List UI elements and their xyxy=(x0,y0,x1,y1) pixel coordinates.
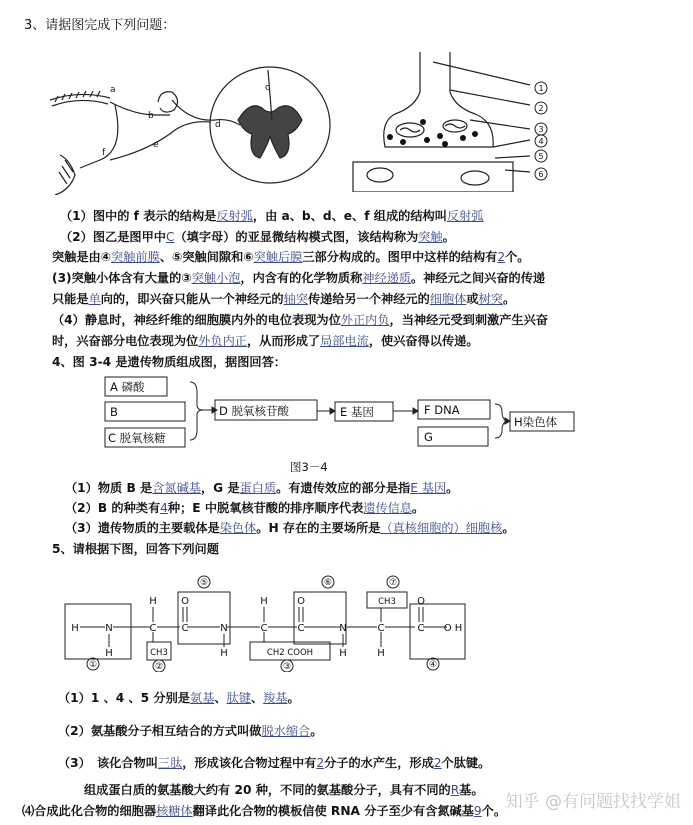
atom-c2: C xyxy=(181,623,189,634)
fig-b-label-4: 4 xyxy=(538,137,544,146)
q3-line-7: 时，兴奋部分电位表现为位外负内正，从而形成了局部电流，使兴奋得以传递。 xyxy=(52,334,479,348)
q4-line-1: （1）物质 B 是含氮碱基，G 是蛋白质。有遗传效应的部分是指E 基因。 xyxy=(65,481,459,495)
box-e: E 基因 xyxy=(340,405,374,419)
q5-line-1: （1）1 、4 、5 分别是氨基、肽键、羧基。 xyxy=(58,691,300,705)
atom-h6: H xyxy=(339,648,347,659)
q5-line-4: 组成蛋白质的氨基酸大约有 20 种，不同的氨基酸分子，具有不同的R基。 xyxy=(84,783,484,797)
atom-h4: H xyxy=(220,648,228,659)
box-b: B xyxy=(110,405,118,419)
fig-b-label-5: 5 xyxy=(538,152,544,161)
fig-a-label-b: b xyxy=(148,111,154,121)
atom-h3: H xyxy=(149,596,157,607)
box-f: F DNA xyxy=(424,403,460,417)
fig-b-label-3: 3 xyxy=(538,125,544,134)
atom-c6: C xyxy=(417,623,425,634)
atom-o3: O xyxy=(417,596,425,607)
atom-n1: N xyxy=(105,623,113,634)
atom-h2: H xyxy=(105,648,113,659)
group-ch3-1: CH3 xyxy=(150,648,168,658)
q3-line-6: （4）静息时，神经纤维的细胞膜内外的电位表现为位外正内负，当神经元受到刺激产生兴奋 xyxy=(52,313,548,327)
atom-c5: C xyxy=(377,623,385,634)
atom-h1: H xyxy=(71,623,79,634)
circle-label-2: ② xyxy=(154,662,164,672)
group-ch2cooh: CH2 COOH xyxy=(266,648,314,658)
circle-label-1: ① xyxy=(88,660,98,670)
fig-b-label-1: 1 xyxy=(538,84,544,93)
atom-n3: N xyxy=(339,623,347,634)
atom-o1: O xyxy=(181,596,189,607)
q4-line-2: （2）B 的种类有4种；E 中脱氧核苷酸的排序顺序代表遗传信息。 xyxy=(65,501,425,515)
genetic-material-diagram xyxy=(100,372,610,467)
circle-label-3: ③ xyxy=(282,662,292,672)
q5-title: 5、请根据下图，回答下列问题 xyxy=(52,542,219,556)
circle-label-7: ⑦ xyxy=(388,578,398,588)
atom-c1: C xyxy=(149,623,157,634)
q4-line-3: （3）遗传物质的主要载体是染色体。H 存在的主要场所是（真核细胞的）细胞核。 xyxy=(65,521,515,535)
watermark: 知乎 @有问题找找学姐 xyxy=(505,792,681,812)
fig-a-label-a: a xyxy=(110,85,116,95)
atom-h5: H xyxy=(260,596,268,607)
box-g: G xyxy=(424,430,433,444)
group-oh: O H xyxy=(443,623,463,634)
box-a: A 磷酸 xyxy=(110,380,145,394)
q4-title: 4、图 3-4 是遗传物质组成图，据图回答： xyxy=(52,355,286,369)
synapse-figure xyxy=(345,52,565,192)
fig-b-label-2: 2 xyxy=(538,104,544,113)
atom-c4: C xyxy=(297,623,305,634)
tripeptide-structure xyxy=(55,572,475,672)
group-ch3-2: CH3 xyxy=(378,597,396,607)
q5-line-3: （3） 该化合物叫三肽，形成该化合物过程中有2分子的水产生，形成2个肽键。 xyxy=(58,756,491,770)
fig-a-label-c: c xyxy=(265,83,270,93)
fig-caption: 图3－4 xyxy=(290,460,328,474)
box-h: H染色体 xyxy=(514,415,558,429)
q3-line-3: 突触是由④突触前膜、⑤突触间隙和⑥突触后膜三部分构成的。图甲中这样的结构有2个。 xyxy=(52,250,530,264)
fig-a-label-d: d xyxy=(215,120,221,130)
fig-b-label-6: 6 xyxy=(538,170,544,179)
atom-n2: N xyxy=(220,623,228,634)
reflex-arc-figure xyxy=(40,60,340,195)
atom-h7: H xyxy=(377,648,385,659)
q3-title: 3、请据图完成下列问题： xyxy=(24,18,176,33)
circle-label-6: ⑥ xyxy=(323,578,333,588)
fig-a-label-f: f xyxy=(102,148,106,158)
box-d: D 脱氧核苷酸 xyxy=(219,404,290,418)
circle-label-5: ⑤ xyxy=(199,578,209,588)
atom-o2: O xyxy=(297,596,305,607)
q3-line-2: （2）图乙是图甲中C（填字母）的亚显微结构模式图，该结构称为突触。 xyxy=(60,230,455,244)
q3-line-1: （1）图中的 f 表示的结构是反射弧，由 a、b、d、e、f 组成的结构叫反射弧 xyxy=(60,209,484,223)
circle-label-4: ④ xyxy=(428,660,438,670)
q3-line-5: 只能是单向的，即兴奋只能从一个神经元的轴突传递给另一个神经元的细胞体或树突。 xyxy=(52,292,516,306)
box-c: C 脱氧核糖 xyxy=(108,431,166,445)
atom-c3: C xyxy=(260,623,268,634)
q3-line-4: (3)突触小体含有大量的③突触小泡，内含有的化学物质称神经递质。神经元之间兴奋的传递 xyxy=(52,271,546,285)
fig-a-label-e: e xyxy=(153,140,159,150)
q5-line-2: （2）氨基酸分子相互结合的方式叫做脱水缩合。 xyxy=(58,724,323,738)
q5-line-5: ⑷合成此化合物的细胞器核糖体翻译此化合物的模板信使 RNA 分子至少有含氮碱基9个。 xyxy=(22,804,507,818)
